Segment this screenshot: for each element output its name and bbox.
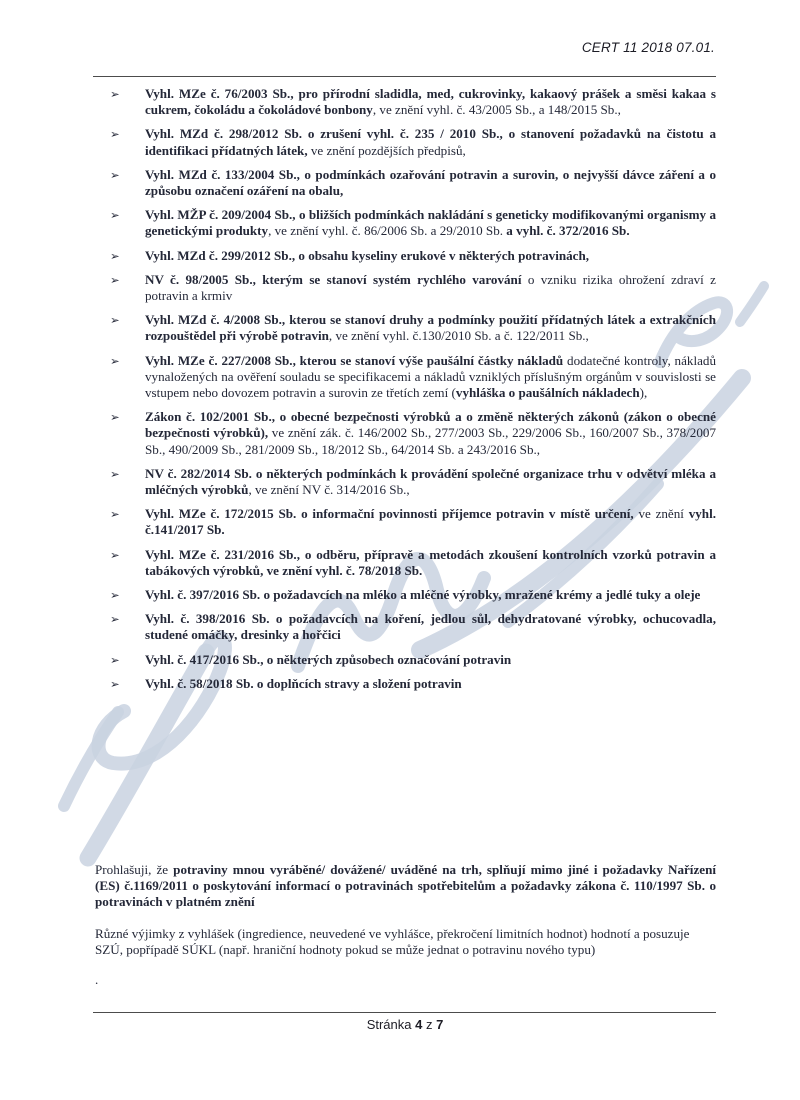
list-item — [110, 248, 716, 264]
text-segment: vyhláška o paušálních nákladech — [455, 385, 640, 401]
list-item — [110, 466, 716, 498]
text-segment: ), — [639, 385, 648, 401]
paragraph — [95, 926, 716, 958]
list-item — [110, 167, 716, 199]
list-item-text — [145, 409, 716, 458]
text-segment: Vyhl. MZd č. 299/2012 Sb., o obsahu kyseliny erukové v některých potravinách, — [145, 247, 590, 263]
list-item — [110, 312, 716, 344]
text-segment: z — [422, 1017, 437, 1032]
paragraph — [95, 973, 716, 987]
header-rule — [93, 76, 716, 77]
list-item — [110, 353, 716, 402]
text-segment: potraviny mnou vyráběné/ dovážené/ uváděné na trh, splňují mimo jiné i požadavky Nařízení (ES) č.1169/2011 o poskytování informací o potravinách spotřebitelům a požadavky zákona č. 110/1997 Sb. o potravinách v platném znění — [95, 862, 716, 910]
text-segment: Vyhl. č. 398/2016 Sb. o požadavcích na koření, jedlou sůl, dehydratované výrobky, ochucovadla, studené omáčky, dresinky a hořčici — [145, 611, 716, 643]
list-item — [110, 506, 716, 538]
text-segment: , ve znění NV č. 314/2016 Sb., — [248, 482, 410, 498]
list-item — [110, 587, 716, 603]
arrow-bullet-icon: ➢ — [110, 410, 120, 425]
text-segment: Vyhl. MZe č. 76/2003 Sb., pro přírodní sladidla, med, cukrovinky, kakaový prášek a směsi kakaa s cukrem, čokoládu a čokoládové bonbony — [145, 86, 716, 118]
text-segment: dodatečné kontroly, nákladů vynaložených na ověření souladu se specifikacemi a nákladů vzniklých příslušným orgánům v souvislosti se vstupem nebo dovozem potravin a surovin ze třetích zemí ( — [145, 352, 717, 401]
list-item — [110, 409, 716, 458]
list-item-text — [145, 248, 716, 264]
text-segment: Vyhl. MZd č. 133/2004 Sb., o podmínkách ozařování potravin a surovin, o nejvyšší dávce záření a o způsobu označení ozáření na obalu, — [145, 166, 716, 199]
arrow-bullet-icon: ➢ — [110, 676, 120, 691]
arrow-bullet-icon: ➢ — [110, 127, 120, 142]
text-segment: , ve znění vyhl. č. 86/2006 Sb. a 29/2010 Sb. — [268, 223, 507, 239]
text-segment: 4 — [415, 1017, 423, 1032]
text-segment: Vyhl. č. 397/2016 Sb. o požadavcích na mléko a mléčné výrobky, mražené krémy a jedlé tuky a oleje — [145, 587, 701, 603]
list-item — [110, 126, 716, 158]
regulation-list — [110, 86, 716, 700]
arrow-bullet-icon: ➢ — [110, 547, 120, 562]
text-segment: Vyhl. č. 417/2016 Sb., o některých způsobech označování potravin — [145, 651, 512, 667]
text-segment: Prohlašuji, že — [95, 862, 174, 877]
text-segment: Vyhl. MZe č. 231/2016 Sb., o odběru, přípravě a metodách zkoušení kontrolních vzorků potravin a tabákových výrobků, ve znění vyhl. č. 78/2018 Sb. — [145, 546, 716, 578]
text-segment: ve znění zák. č. 146/2002 Sb., 277/2003 Sb., 229/2006 Sb., 160/2007 Sb., 378/2007 Sb., 490/2009 Sb., 281/2009 Sb., 18/2012 Sb., 64/2014 Sb. a 243/2016 Sb., — [145, 425, 716, 457]
text-segment: NV č. 282/2014 Sb. o některých podmínkách k provádění společné organizace trhu v odvětví mléka a mléčných výrobků — [145, 465, 716, 498]
arrow-bullet-icon: ➢ — [110, 466, 120, 481]
arrow-bullet-icon: ➢ — [110, 248, 120, 263]
text-segment: o vzniku rizika ohrožení zdraví z potravin a krmiv — [145, 271, 716, 304]
list-item — [110, 207, 716, 239]
text-segment: , ve znění vyhl. č. 43/2005 Sb., a 148/2015 Sb., — [372, 102, 621, 118]
arrow-bullet-icon: ➢ — [110, 507, 120, 522]
text-segment: . — [95, 972, 99, 988]
text-segment: Vyhl. č. 58/2018 Sb. o doplňcích stravy a složení potravin — [145, 675, 462, 691]
list-item-text — [145, 126, 716, 158]
page-header — [95, 40, 715, 55]
arrow-bullet-icon: ➢ — [110, 87, 120, 101]
arrow-bullet-icon: ➢ — [110, 313, 120, 328]
arrow-bullet-icon: ➢ — [110, 272, 120, 287]
paragraph — [95, 862, 716, 911]
list-item — [110, 676, 716, 692]
list-item-text — [145, 676, 716, 692]
list-item-text — [145, 86, 716, 118]
list-item-text — [145, 547, 716, 579]
list-item — [110, 86, 716, 118]
text-segment: Vyhl. MZd č. 298/2012 Sb. o zrušení vyhl. č. 235 / 2010 Sb., o stanovení požadavků na čistotu a identifikaci přídatných látek, — [145, 126, 716, 158]
page-number — [95, 1017, 715, 1032]
list-item — [110, 272, 716, 304]
list-item-text — [145, 312, 716, 344]
list-item — [110, 652, 716, 668]
text-segment: 7 — [436, 1017, 444, 1032]
list-item-text — [145, 353, 716, 402]
text-segment: vyhl. č.141/2017 Sb. — [145, 506, 716, 538]
body-paragraphs — [95, 862, 716, 987]
arrow-bullet-icon: ➢ — [110, 588, 120, 603]
text-segment: Stránka — [366, 1017, 416, 1032]
list-item-text — [145, 272, 716, 304]
arrow-bullet-icon: ➢ — [110, 167, 120, 182]
list-item-text — [145, 167, 716, 199]
doc-code: CERT 11 2018 07.01. — [581, 40, 715, 55]
arrow-bullet-icon: ➢ — [110, 652, 120, 667]
footer-rule — [93, 1012, 716, 1013]
text-segment: ve znění pozdějších předpisů, — [307, 142, 466, 158]
list-item-text — [145, 611, 716, 643]
text-segment: Vyhl. MZe č. 172/2015 Sb. o informační povinnosti příjemce potravin v místě určení, — [145, 506, 634, 522]
text-segment: a vyhl. č. 372/2016 Sb. — [506, 223, 630, 239]
list-item-text — [145, 652, 716, 668]
list-item-text — [145, 207, 716, 239]
list-item — [110, 611, 716, 643]
text-segment: ve znění — [633, 506, 689, 522]
text-segment: Vyhl. MŽP č. 209/2004 Sb., o bližších podmínkách nakládání s geneticky modifikovanými organismy a genetickými produkty — [145, 207, 716, 239]
list-item — [110, 547, 716, 579]
arrow-bullet-icon: ➢ — [110, 612, 120, 627]
text-segment: NV č. 98/2005 Sb., kterým se stanoví systém rychlého varování — [145, 271, 522, 287]
text-segment: Vyhl. MZe č. 227/2008 Sb., kterou se stanoví výše paušální částky nákladů — [145, 352, 564, 368]
arrow-bullet-icon: ➢ — [110, 353, 120, 368]
list-item-text — [145, 466, 716, 498]
text-segment: , ve znění vyhl. č.130/2010 Sb. a č. 122/2011 Sb., — [328, 328, 589, 344]
text-segment: Zákon č. 102/2001 Sb., o obecné bezpečnosti výrobků a o změně některých zákonů (zákon o obecné bezpečnosti výrobků), — [145, 409, 716, 441]
list-item-text — [145, 587, 716, 603]
text-segment: Různé výjimky z vyhlášek (ingredience, neuvedené ve vyhlášce, překročení limitních hodnot) hodnotí a posuzuje SZÚ, popřípadě SÚKL (např. hraniční hodnoty pokud se může jednat o potravinu nového typu) — [95, 925, 690, 957]
arrow-bullet-icon: ➢ — [110, 208, 120, 223]
list-item-text — [145, 506, 716, 538]
text-segment: Vyhl. MZd č. 4/2008 Sb., kterou se stanoví druhy a podmínky použití přídatných látek a extrakčních rozpouštědel při výrobě potravin — [145, 312, 716, 344]
